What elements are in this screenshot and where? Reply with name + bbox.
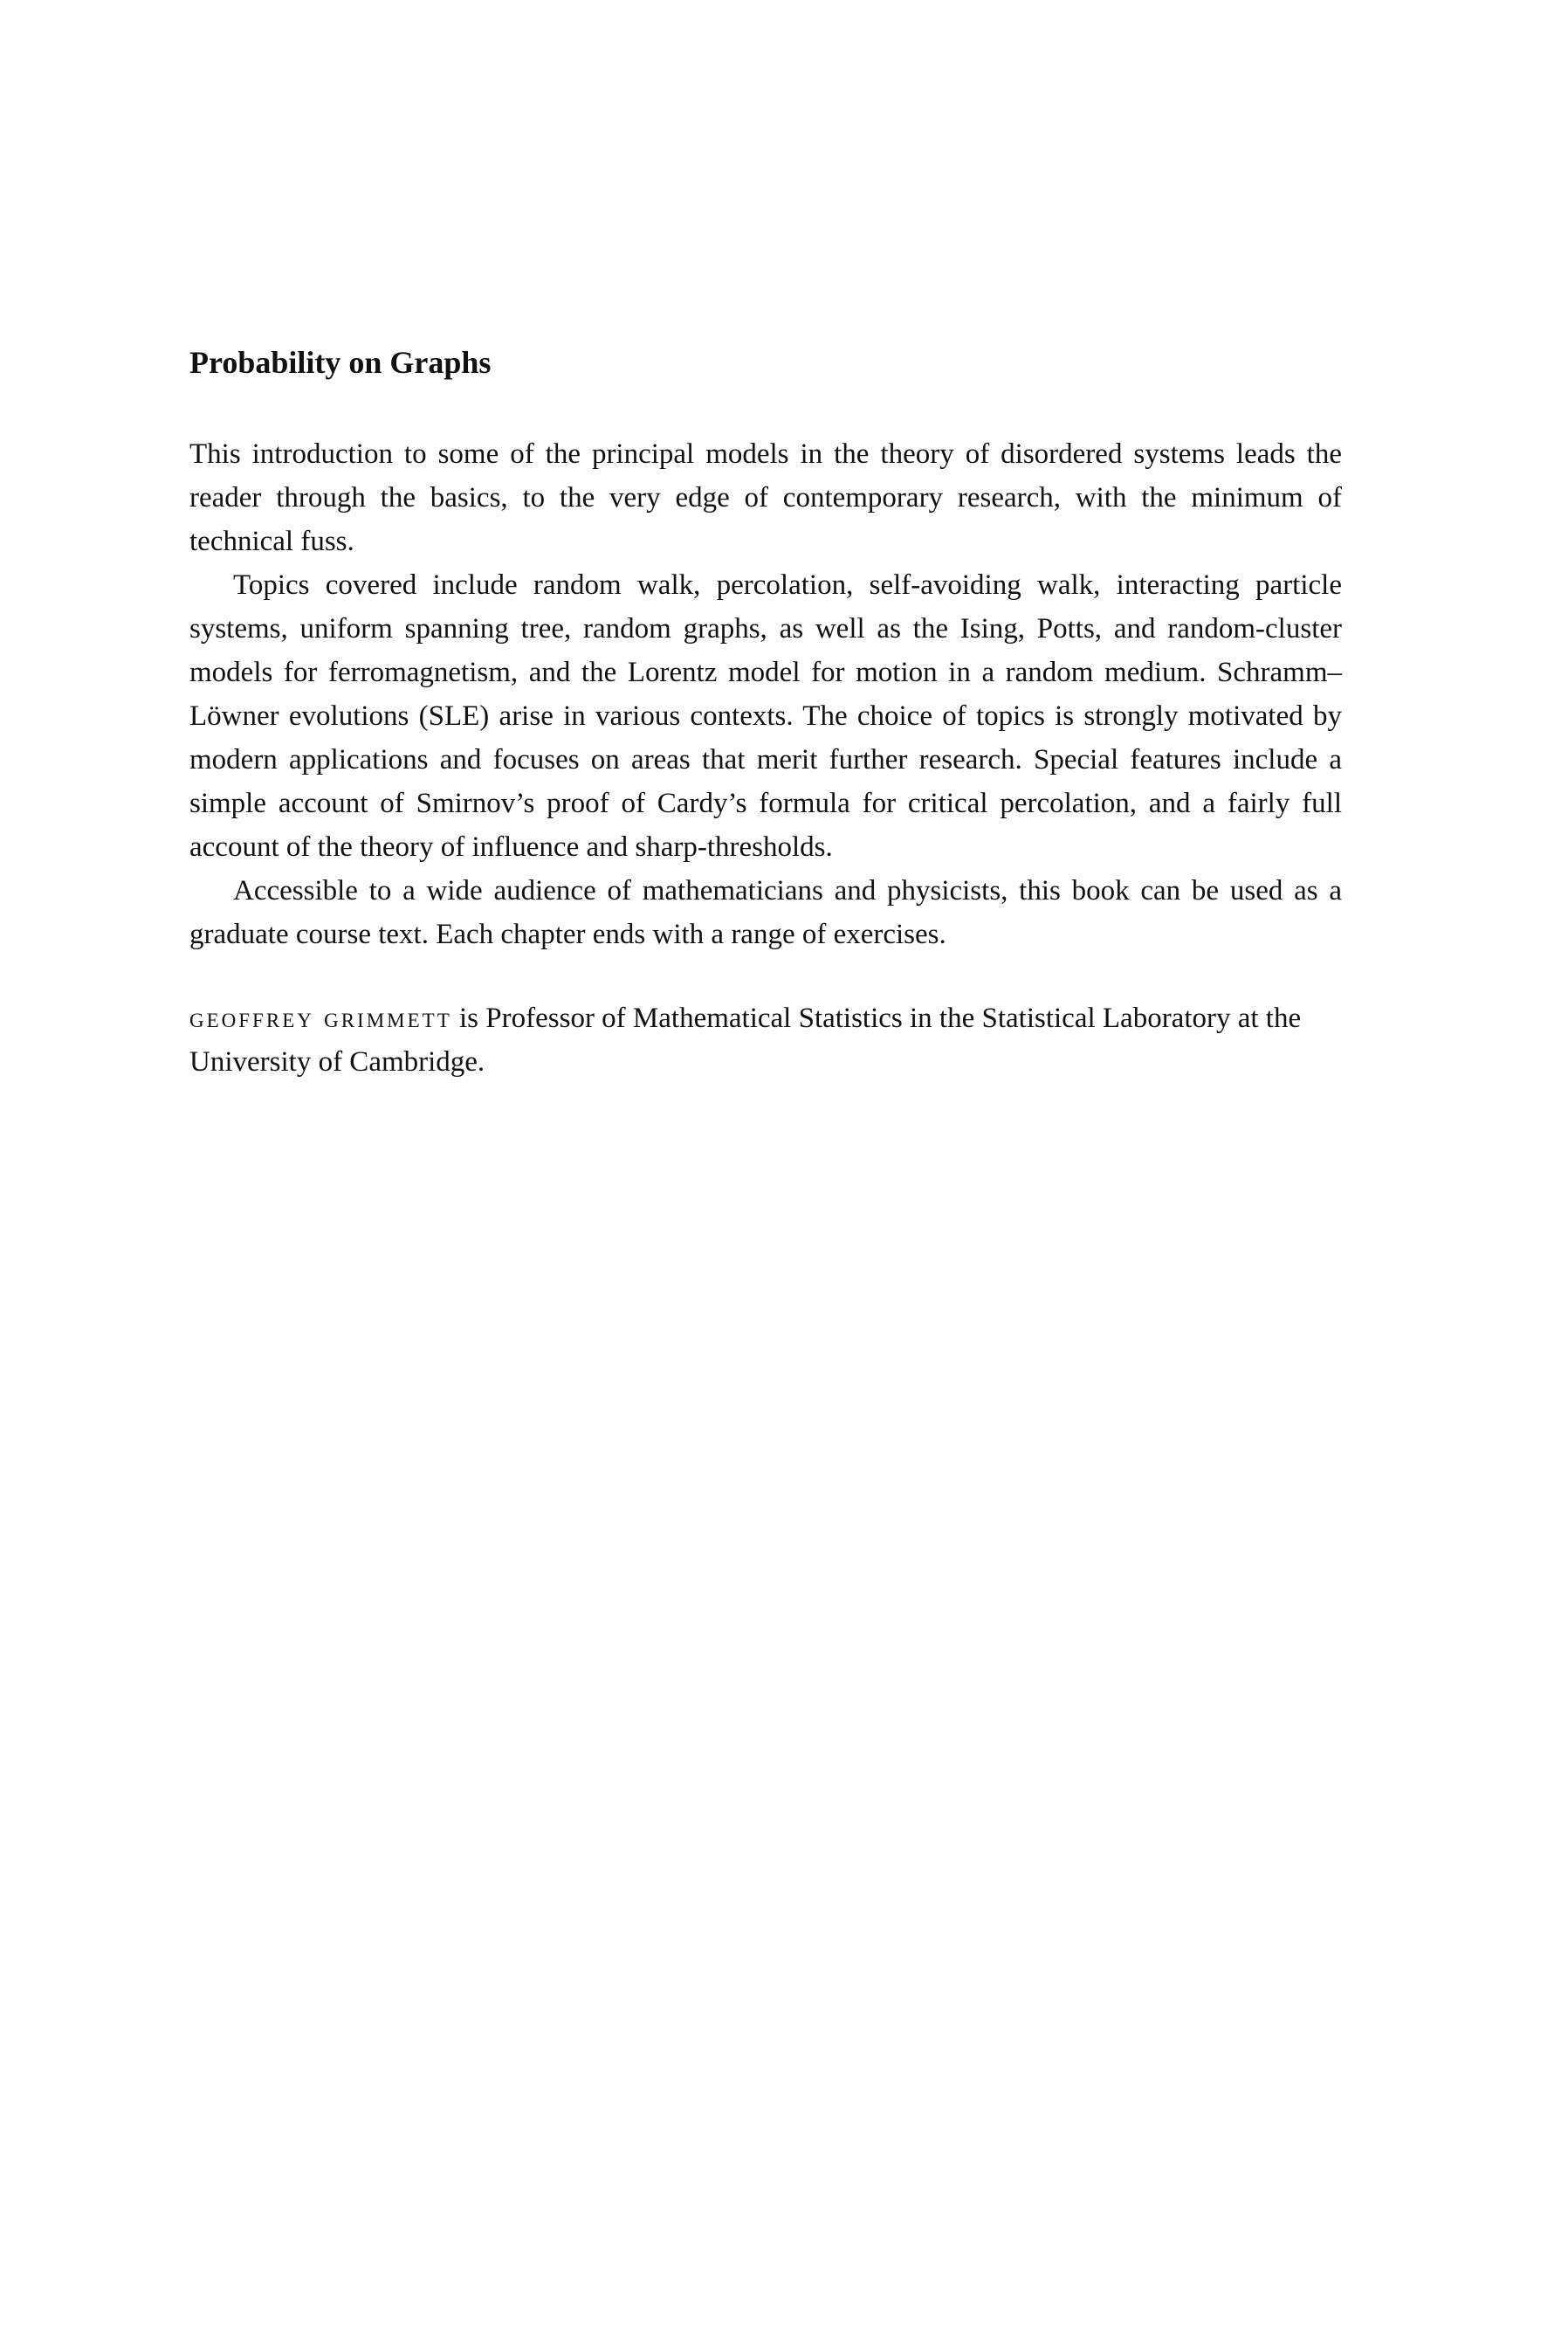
topics-paragraph: Topics covered include random walk, percolation, self-avoiding walk, interacting particle systems, uniform spanning tree, random graphs, as well as the Ising, Potts, and random-cluster models for ferromagnetism, and the Lorentz model for motion in a random medium. Schramm–Löwner evolutions (SLE) arise in various contexts. The choice of topics is strongly motivated by modern applications and focuses on areas that merit further research. Special features include a simple account of Smirnov’s proof of Cardy’s formula for critical percolation, and a fairly full account of the theory of influence and sharp-thresholds. bbox=[189, 569, 1342, 863]
intro-paragraph: This introduction to some of the principal models in the theory of disordered systems leads the reader through the basics, to the very edge of contemporary research, with the minimum of technical fuss. bbox=[189, 438, 1342, 557]
audience-paragraph: Accessible to a wide audience of mathematicians and physicists, this book can be used as a graduate course text. Each chapter ends with a range of exercises. bbox=[189, 875, 1342, 950]
book-title: Probability on Graphs bbox=[189, 345, 492, 380]
author-paragraph bbox=[189, 996, 1342, 1084]
author-description: is Professor of Mathematical Statistics in the Statistical Laboratory at the University of Cambridge. bbox=[189, 1003, 1302, 1078]
blurb-text-block bbox=[189, 341, 1342, 1084]
author-name: geoffrey grimmett bbox=[189, 1003, 452, 1034]
